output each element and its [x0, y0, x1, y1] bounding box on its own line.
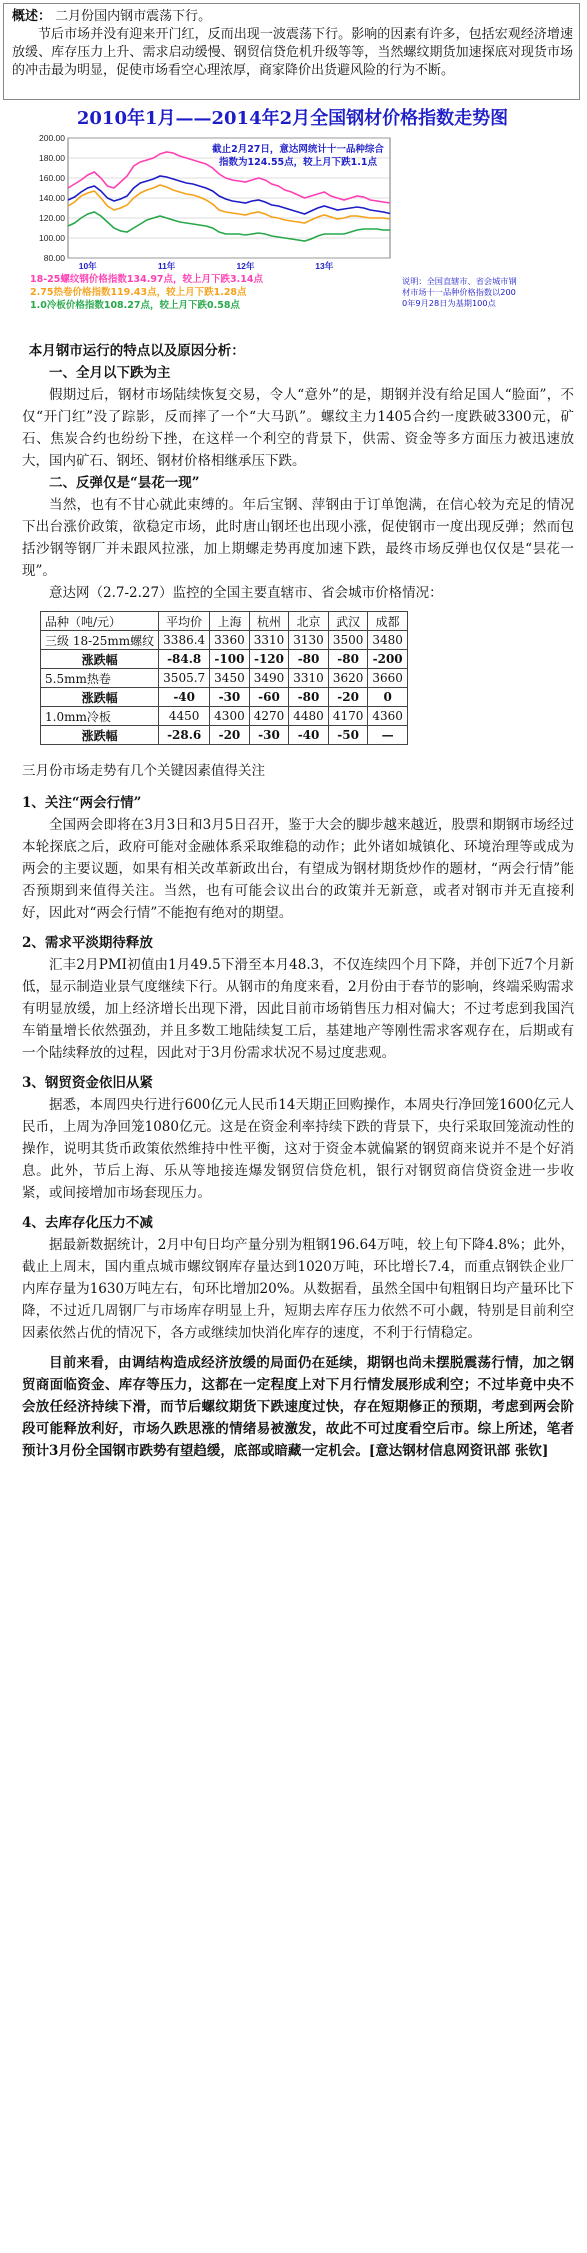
table-cell: 4270 — [249, 707, 289, 726]
table-cell: 3500 — [328, 631, 368, 650]
legend-entry: 2.75热卷价格指数119.43点，较上月下跌1.28点 — [30, 287, 247, 298]
table-cell: 3310 — [249, 631, 289, 650]
analysis-intro: 本月钢市运行的特点以及原因分析： — [28, 343, 245, 359]
table-cell: -200 — [368, 650, 408, 669]
factor3-title: 3、钢贸资金依旧从紧 — [22, 1075, 153, 1091]
table-header-cell: 品种（吨/元） — [41, 612, 159, 631]
table-cell: 涨跌幅 — [41, 688, 159, 707]
table-cell: — — [368, 726, 408, 745]
analysis-section — [22, 340, 574, 604]
chart-note: 材市场十一品种价格指数以200 — [402, 287, 516, 297]
table-header-cell: 北京 — [289, 612, 329, 631]
y-tick-label: 140.00 — [39, 193, 65, 203]
table-cell: 涨跌幅 — [41, 650, 159, 669]
section1-text: 假期过后，钢材市场陆续恢复交易，令人“意外”的是，期钢并没有给足国人“脸面”，不仅“开门红”没了踪影，反而摔了一个“大马趴”。螺纹主力1405合约一度跌破3300元，矿石、焦炭合约也纷纷下挫，在这样一个利空的背景下，供需、资金等多方面压力被迅速放大，国内矿石、钢坯、钢材价格相继承压下跌。 — [22, 387, 574, 469]
y-tick-label: 160.00 — [39, 173, 65, 183]
factor1-title: 1、关注“两会行情” — [22, 795, 142, 811]
table-cell: 3386.4 — [159, 631, 210, 650]
table-cell: -100 — [210, 650, 250, 669]
overview-text: 节后市场并没有迎来开门红，反而出现一波震荡下行。影响的因素有许多，包括宏观经济增速放缓、库存压力上升、需求启动缓慢、钢贸信贷危机升级等等，当然螺纹期货加速探底对现货市场的冲击最为明显，促使市场看空心理浓厚，商家降价出货避风险的行为不断。 — [12, 27, 573, 78]
x-year-label: 10年 — [78, 261, 97, 271]
table-cell: 3360 — [210, 631, 250, 650]
section2-title: 二、反弹仅是“昙花一现” — [49, 475, 200, 491]
table-cell: -80 — [289, 650, 329, 669]
y-tick-label: 120.00 — [39, 213, 65, 223]
overview-paragraph — [12, 8, 573, 26]
x-year-label: 13年 — [315, 261, 334, 271]
table-cell: -30 — [249, 726, 289, 745]
overview-headline: 二月份国内钢市震荡下行。 — [55, 9, 212, 24]
table-cell: -20 — [210, 726, 250, 745]
table-cell: 1.0mm冷板 — [41, 707, 159, 726]
table-row — [41, 707, 408, 726]
table-cell: -40 — [159, 688, 210, 707]
table-cell: -20 — [328, 688, 368, 707]
chart-annotation: 指数为124.55点，较上月下跌1.1点 — [219, 157, 377, 168]
factor4-title: 4、去库存化压力不减 — [22, 1215, 153, 1231]
chart-note: 说明：全国直辖市、省会城市钢 — [402, 276, 517, 286]
factor3-text: 据悉，本周四央行进行600亿元人民币14天期正回购操作，本周央行净回笼1600亿元人民币，上周为净回笼1080亿元。这是在资金利率持续下跌的背景下，央行采取回笼流动性的操作，说明其货币政策依然维持中性平衡，这对于资金本就偏紧的钢贸商来说并不是个好消息。此外，节后上海、乐从等地接连爆发钢贸信贷危机，银行对钢贸商信贷资金进一步收紧，或间接增加市场套现压力。 — [22, 1097, 574, 1201]
table-cell: 4170 — [328, 707, 368, 726]
table-cell: 4300 — [210, 707, 250, 726]
factor2-text: 汇丰2月PMI初值由1月49.5下滑至本月48.3，不仅连续四个月下降，并创下近7个月新低，显示制造业景气度继续下行。从钢市的角度来看，2月份由于春节的影响，终端采购需求有明显放缓，加上经济增长出现下滑，因此目前市场销售压力相对偏大；不过考虑到我国汽车销量增长依然强劲，并且多数工地陆续复工后，基建地产等刚性需求客观存在，后期或有一个陆续释放的过程，因此对于3月份需求状况不易过度悲观。 — [22, 957, 574, 1061]
outlook-section — [22, 760, 574, 1462]
table-cell: 0 — [368, 688, 408, 707]
conclusion-text: 目前来看，由调结构造成经济放缓的局面仍在延续，期钢也尚未摆脱震荡行情，加之钢贸商面临资金、库存等压力，这都在一定程度上对下月行情发展形成利空；不过毕竟中央不会放任经济持续下滑，而节后螺纹期货下跌速度过快，存在短期修正的预期，考虑到两会阶段可能释放利好，市场久跌思涨的情绪易被激发，故此不可过度看空后市。综上所述，笔者预计3月份全国钢市跌势有望趋缓，底部或暗藏一定机会。[意达钢材信息网资讯部 张钦] — [22, 1355, 574, 1459]
table-cell: -60 — [249, 688, 289, 707]
table-cell: 5.5mm热卷 — [41, 669, 159, 688]
table-header-cell: 上海 — [210, 612, 250, 631]
table-header-cell: 武汉 — [328, 612, 368, 631]
table-header-cell: 杭州 — [249, 612, 289, 631]
x-year-label: 11年 — [157, 261, 176, 271]
table-row — [41, 726, 408, 745]
chart-title: 2010年1月——2014年2月全国钢材价格指数走势图 — [76, 108, 509, 129]
table-cell: 三级 18-25mm螺纹 — [41, 631, 159, 650]
table-cell: -40 — [289, 726, 329, 745]
y-tick-label: 200.00 — [39, 133, 65, 143]
table-row — [41, 669, 408, 688]
table-row — [41, 650, 408, 669]
table-intro: 意达网（2.7-2.27）监控的全国主要直辖市、省会城市价格情况： — [49, 585, 443, 601]
chart-annotation: 截止2月27日，意达网统计十一品种综合 — [212, 144, 384, 155]
legend-entry: 1.0冷板价格指数108.27点，较上月下跌0.58点 — [30, 300, 240, 311]
y-tick-label: 180.00 — [39, 153, 65, 163]
factor2-title: 2、需求平淡期待释放 — [22, 935, 153, 951]
section1-title: 一、全月以下跌为主 — [49, 365, 171, 381]
y-tick-label: 80.00 — [43, 253, 65, 263]
table-cell: 3130 — [289, 631, 329, 650]
table-cell: 3450 — [210, 669, 250, 688]
table-cell: 涨跌幅 — [41, 726, 159, 745]
chart-note: 0年9月28日为基期100点 — [402, 298, 496, 308]
price-table — [40, 611, 408, 745]
table-cell: 3620 — [328, 669, 368, 688]
table-cell: -120 — [249, 650, 289, 669]
table-cell: -84.8 — [159, 650, 210, 669]
table-header-cell: 平均价 — [159, 612, 210, 631]
table-cell: 3310 — [289, 669, 329, 688]
table-cell: 3480 — [368, 631, 408, 650]
table-cell: -50 — [328, 726, 368, 745]
section2-text: 当然，也有不甘心就此束缚的。年后宝钢、萍钢由于订单饱满，在信心较为充足的情况下出台涨价政策，欲稳定市场，此时唐山钢坯也出现小涨，促使钢市一度出现反弹；然而包括沙钢等钢厂并未跟风拉涨，加上期螺走势再度加速下跌，最终市场反弹也仅仅是“昙花一现”。 — [22, 497, 574, 579]
table-cell: -80 — [328, 650, 368, 669]
x-year-label: 12年 — [236, 261, 255, 271]
table-cell: 3505.7 — [159, 669, 210, 688]
table-row — [41, 688, 408, 707]
price-index-chart — [30, 108, 555, 334]
table-cell: -28.6 — [159, 726, 210, 745]
table-cell: 3660 — [368, 669, 408, 688]
table-cell: 3490 — [249, 669, 289, 688]
overview-box — [3, 3, 580, 100]
table-cell: 4480 — [289, 707, 329, 726]
table-cell: 4360 — [368, 707, 408, 726]
overview-lead: 概述： — [12, 9, 52, 24]
factor4-text: 据最新数据统计，2月中旬日均产量分别为粗钢196.64万吨，较上旬下降4.8%；此外，截止上周末，国内重点城市螺纹钢库存量达到1020万吨，环比增长7.4，而重点钢铁企业厂内库存量为1630万吨左右，旬环比增加20%。从数据看，虽然全国中旬粗钢日均产量环比下降，不过近几周钢厂与市场库存明显上升，短期去库存压力依然不可小觑，特别是目前利空因素依然占优的情况下，各方或继续加快消化库存的速度，不利于行情稳定。 — [22, 1237, 574, 1341]
table-row — [41, 631, 408, 650]
outlook-title: 三月份市场走势有几个关键因素值得关注 — [22, 763, 265, 779]
table-cell: 4450 — [159, 707, 210, 726]
y-tick-label: 100.00 — [39, 233, 65, 243]
legend-entry: 18-25螺纹钢价格指数134.97点，较上月下跌3.14点 — [30, 274, 263, 285]
table-cell: -30 — [210, 688, 250, 707]
table-cell: -80 — [289, 688, 329, 707]
factor1-text: 全国两会即将在3月3日和3月5日召开，鉴于大会的脚步越来越近，股票和期钢市场经过本轮探底之后，政府可能对金融体系采取维稳的动作；此外诸如城镇化、环境治理等或成为两会的主要议题，如果有相关改革新政出台，有望成为钢材期货炒作的题材，“两会行情”能否预期到来值得关注。当然，也有可能会议出台的政策并无新意，或者对钢市并无直接利好，因此对“两会行情”不能抱有绝对的期望。 — [22, 817, 574, 921]
table-header-row — [41, 612, 408, 631]
chart-canvas — [30, 132, 555, 332]
table-header-cell: 成都 — [368, 612, 408, 631]
